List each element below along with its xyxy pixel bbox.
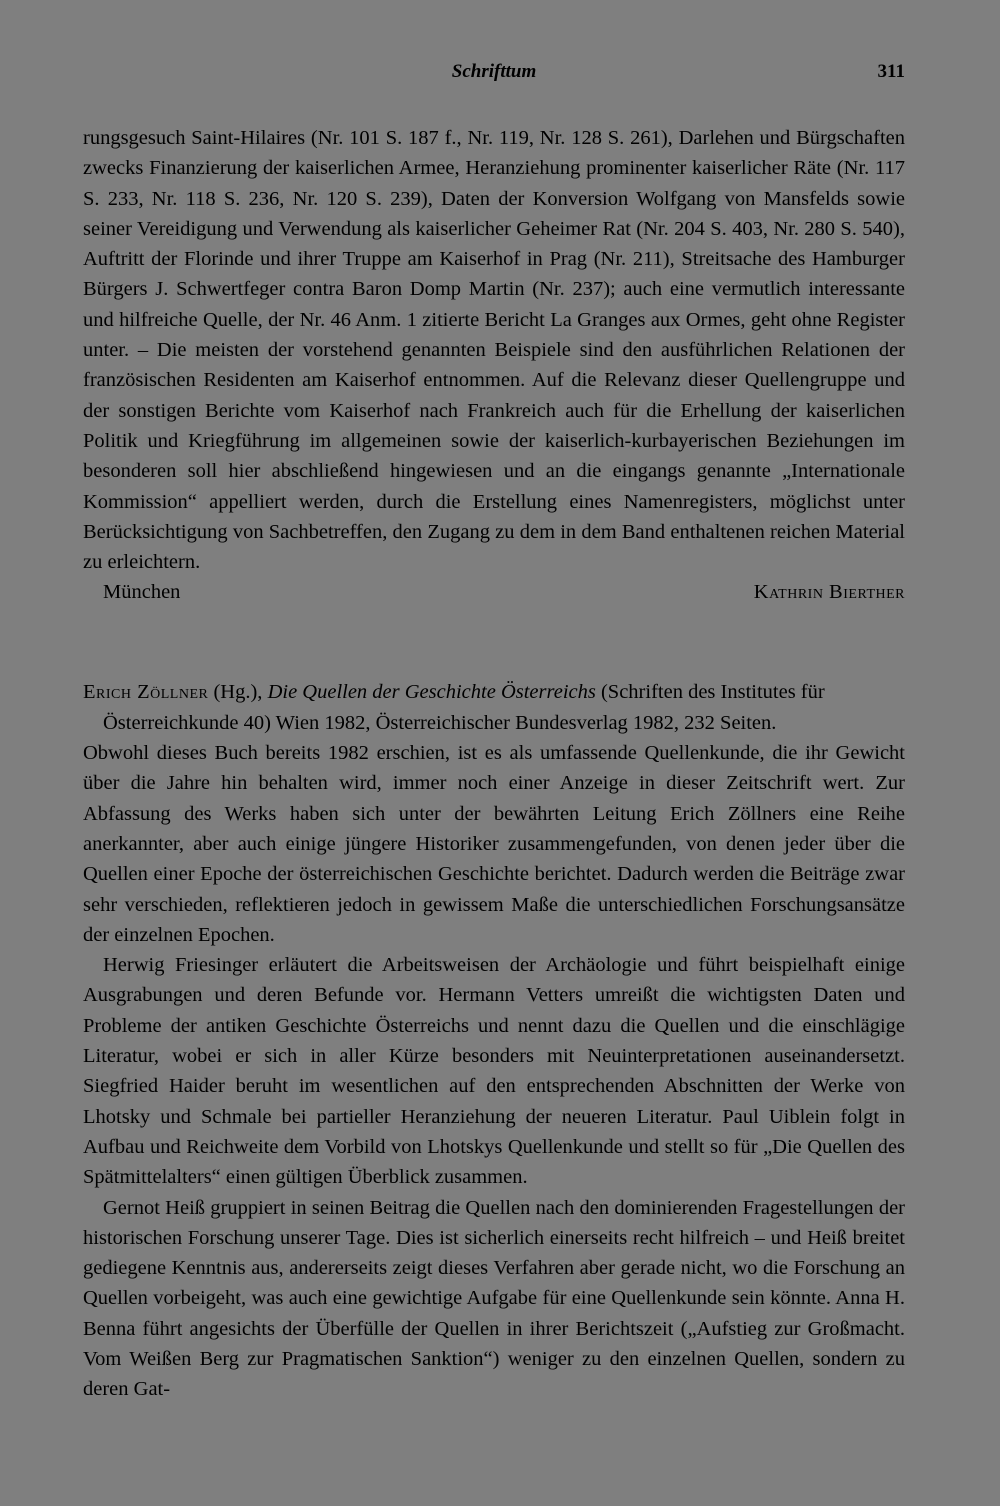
book-title: Die Quellen der Geschichte Österreichs — [267, 681, 596, 704]
review-signature — [83, 577, 905, 607]
bibliographic-line-1 — [83, 677, 905, 707]
review-paragraph: Obwohl dieses Buch bereits 1982 erschien, ist es als umfassende Quellenkunde, die ihr Gewicht über die Jahre hin behalten wird, immer noch einer Anzeige in dieser Zeitschrift wert. Zur Abfassung des Werks haben sich unter der bewährten Leitung Erich Zöllners eine Reihe anerkannter, aber auch einige jüngere Historiker zusammengefunden, von denen jeder über die Quellen einer Epoche der österreichischen Geschichte berichtet. Dadurch werden die Beiträge zwar sehr verschieden, reflektieren jedoch in gewissem Maße die unterschiedlichen Forschungsansätze der einzelnen Epochen. — [83, 742, 905, 946]
review-paragraph: Herwig Friesinger erläutert die Arbeitsweisen der Archäologie und führt beispielhaft einige Ausgrabungen und deren Befunde vor. Hermann Vetters umreißt die wichtigsten Daten und Probleme der antiken Geschichte Österreichs und nennt dazu die Quellen und die einschlägige Literatur, wobei er sich in aller Kürze besonders mit Neuinterpretationen auseinandersetzt. Siegfried Haider beruht im wesentlichen auf den entsprechenden Abschnitten der Werke von Lhotsky und Schmale bei partieller Heranziehung der neueren Literatur. Paul Uiblein folgt in Aufbau und Reichweite dem Vorbild von Lhotskys Quellenkunde und stellt so für „Die Quellen des Spätmittelalters“ einen gültigen Überblick zusammen. — [83, 954, 905, 1189]
bibliographic-line-2: Österreichkunde 40) Wien 1982, Österreichischer Bundesverlag 1982, 232 Seiten. — [103, 711, 777, 734]
book-review-body — [83, 738, 905, 1405]
signature-place: München — [103, 581, 181, 604]
page — [83, 55, 905, 1405]
bibliographic-rest: (Schriften des Institutes für — [595, 681, 825, 704]
signature-author: Kathrin Bierther — [753, 581, 905, 604]
book-review-heading — [83, 677, 905, 738]
running-head — [83, 55, 905, 89]
review-continuation — [83, 123, 905, 607]
review-continuation-paragraph: rungsgesuch Saint-Hilaires (Nr. 101 S. 187 f., Nr. 119, Nr. 128 S. 261), Darlehen und Bürgschaften zwecks Finanzierung der kaiserlichen Armee, Heranziehung prominenter kaiserlicher Räte (Nr. 117 S. 233, Nr. 118 S. 236, Nr. 120 S. 239), Daten der Konversion Wolfgang von Mansfelds sowie seiner Vereidigung und Verwendung als kaiserlicher Geheimer Rat (Nr. 204 S. 403, Nr. 280 S. 540), Auftritt der Florinde und ihrer Truppe am Kaiserhof in Prag (Nr. 211), Streitsache des Hamburger Bürgers J. Schwertfeger contra Baron Domp Martin (Nr. 237); auch eine vermutlich interessante und hilfreiche Quelle, der Nr. 46 Anm. 1 zitierte Bericht La Granges aux Ormes, geht ohne Register unter. – Die meisten der vorstehend genannten Beispiele sind den ausführlichen Relationen der französischen Residenten am Kaiserhof entnommen. Auf die Relevanz dieser Quellengruppe und der sonstigen Berichte vom Kaiserhof nach Frankreich auch für die Erhellung der kaiserlichen Politik und Kriegführung im allgemeinen sowie der kaiserlich-kurbayerischen Beziehungen im besonderen soll hier abschließend hingewiesen und an die eingangs genannte „Internationale Kommission“ appelliert werden, durch die Erstellung eines Namenregisters, möglichst unter Berücksichtigung von Sachbetreffen, den Zugang zu dem in dem Band enthaltenen reichen Material zu erleichtern. — [83, 127, 905, 574]
page-number: 311 — [877, 61, 905, 82]
running-head-title: Schrifttum — [451, 61, 537, 82]
review-paragraph: Gernot Heiß gruppiert in seinen Beitrag die Quellen nach den dominierenden Fragestellungen der historischen Forschung unserer Tage. Dies ist sicherlich einerseits recht hilfreich – und Heiß breitet gediegene Kenntnis aus, andererseits zeigt dieses Verfahren aber gerade nicht, wo die Forschung an Quellen vorbeigeht, was auch eine gewichtige Aufgabe für eine Quellenkunde sein könnte. Anna H. Benna führt angesichts der Überfülle der Quellen in ihrer Berichtszeit („Aufstieg zur Großmacht. Vom Weißen Berg zur Pragmatischen Sanktion“) weniger zu den einzelnen Quellen, sondern zu deren Gat- — [83, 1196, 905, 1401]
book-editor: Erich Zöllner — [83, 681, 209, 704]
editor-suffix: (Hg.), — [208, 681, 268, 704]
